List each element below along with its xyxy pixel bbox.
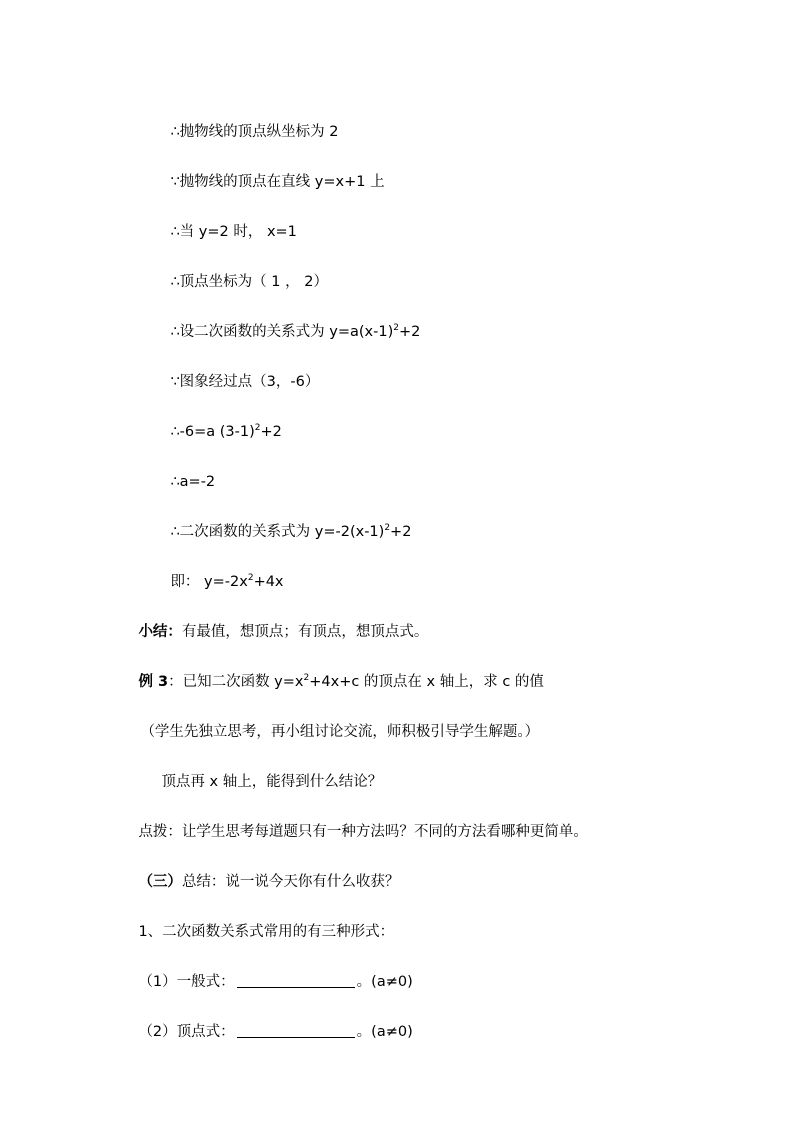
step-text: ∴抛物线的顶点纵坐标为 2 [170,124,339,140]
summary-text: 有最值，想顶点；有顶点，想顶点式。 [181,624,429,640]
example-label: 例 3 [138,674,169,690]
question-text: 顶点再 x 轴上，能得到什么结论？ [161,774,383,790]
form-label: （2）顶点式： [138,1024,235,1040]
step-text-tail: +4x [253,574,284,590]
form-label: （1）一般式： [138,974,235,990]
example-text: ：已知二次函数 y=x [168,674,304,690]
step-text: ∴设二次函数的关系式为 y=a(x-1) [170,324,394,340]
step-text: ∴顶点坐标为（ 1 ， 2） [170,274,328,290]
note-text: （学生先独立思考，再小组讨论交流，师积极引导学生解题。） [140,724,540,740]
fill-in-blank[interactable] [237,1023,355,1038]
form-suffix: 。(a≠0) [356,974,413,990]
forms-intro-text: 1、二次函数关系式常用的有三种形式： [138,924,395,940]
form-suffix: 。(a≠0) [356,1024,413,1040]
exponent: 2 [303,673,310,683]
step-text: ∴二次函数的关系式为 y=-2(x-1) [170,524,385,540]
exponent: 2 [384,523,391,533]
step-text: ∴当 y=2 时， x=1 [170,224,297,240]
example-text-tail: +4x+c 的顶点在 x 轴上，求 c 的值 [309,674,544,690]
form-vertex [120,1002,413,1062]
step-text: y=-2x [199,574,248,590]
step-text-tail: +2 [260,424,282,440]
summary-label: 小结： [138,624,182,640]
step-text: ∴-6=a (3-1) [170,424,255,440]
conclusion-label: （三） [138,874,182,890]
step-text: ∴a=-2 [170,474,216,490]
hint-text: 点拨：让学生思考每道题只有一种方法吗？不同的方法看哪种更简单。 [138,824,588,840]
conclusion-text: 总结：说一说今天你有什么收获？ [181,874,400,890]
exponent: 2 [254,423,261,433]
fill-in-blank[interactable] [237,973,355,988]
exponent: 2 [247,573,254,583]
exponent: 2 [393,323,399,333]
step-text-tail: +2 [398,324,421,340]
step-text: ∵抛物线的顶点在直线 y=x+1 上 [170,174,385,190]
step-text: ∵图象经过点（3，-6） [170,374,320,390]
step-label: 即： [170,574,200,590]
step-text-tail: +2 [390,524,412,540]
